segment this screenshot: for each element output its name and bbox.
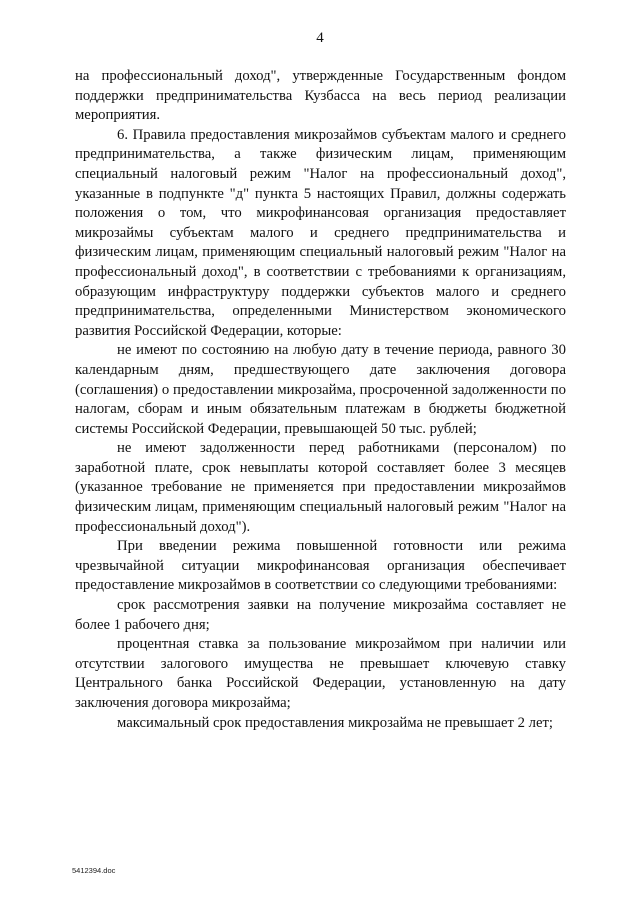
paragraph-continuation: на профессиональный доход", утвержденные Государственным фондом поддержки предпринимательства Кузбасса на весь период реализации мероприятия. — [75, 68, 566, 124]
paragraph-emergency-regime: При введении режима повышенной готовности или режима чрезвычайной ситуации микрофинансовая организация обеспечивает предоставление микрозаймов в соответствии со следующими требованиями: — [75, 538, 566, 594]
footer-filename: 5412394.doc — [72, 866, 116, 875]
paragraph-no-tax-debt: не имеют по состоянию на любую дату в течение периода, равного 30 календарным дням, предшествующего дате заключения договора (соглашения) о предоставлении микрозайма, просроченной задолженности по налогам, сборам и иным обязательным платежам в бюджеты бюджетной системы Российской Федерации, превышающей 50 тыс. рублей; — [75, 342, 566, 437]
paragraph-no-wage-debt: не имеют задолженности перед работниками (персоналом) по заработной плате, срок невыплаты которой составляет более 3 месяцев (указанное требование не применяется при предоставлении микрозаймов физическим лицам, применяющим специальный налоговый режим "Налог на профессиональный доход"). — [75, 440, 566, 535]
document-body — [75, 67, 566, 733]
paragraph-review-term: срок рассмотрения заявки на получение микрозайма составляет не более 1 рабочего дня; — [75, 597, 566, 633]
paragraph-item-6: 6. Правила предоставления микрозаймов субъектам малого и среднего предпринимательства, а также физическим лицам, применяющим специальный налоговый режим "Налог на профессиональный доход", указанные в подпункте "д" пункта 5 настоящих Правил, должны содержать положения о том, что микрофинансовая организация предоставляет микрозаймы субъектам малого и среднего предпринимательства и физическим лицам, применяющим специальный налоговый режим "Налог на профессиональный доход", в соответствии с требованиями к организациям, образующим инфраструктуру поддержки субъектов малого и среднего предпринимательства, определенными Министерством экономического развития Российской Федерации, которые: — [75, 126, 566, 339]
paragraph-interest-rate: процентная ставка за пользование микрозаймом при наличии или отсутствии залогового имущества не превышает ключевую ставку Центрального банка Российской Федерации, установленную на дату заключения договора микрозайма; — [75, 636, 566, 711]
paragraph-max-term: максимальный срок предоставления микрозайма не превышает 2 лет; — [117, 714, 554, 731]
page-number: 4 — [316, 30, 324, 46]
